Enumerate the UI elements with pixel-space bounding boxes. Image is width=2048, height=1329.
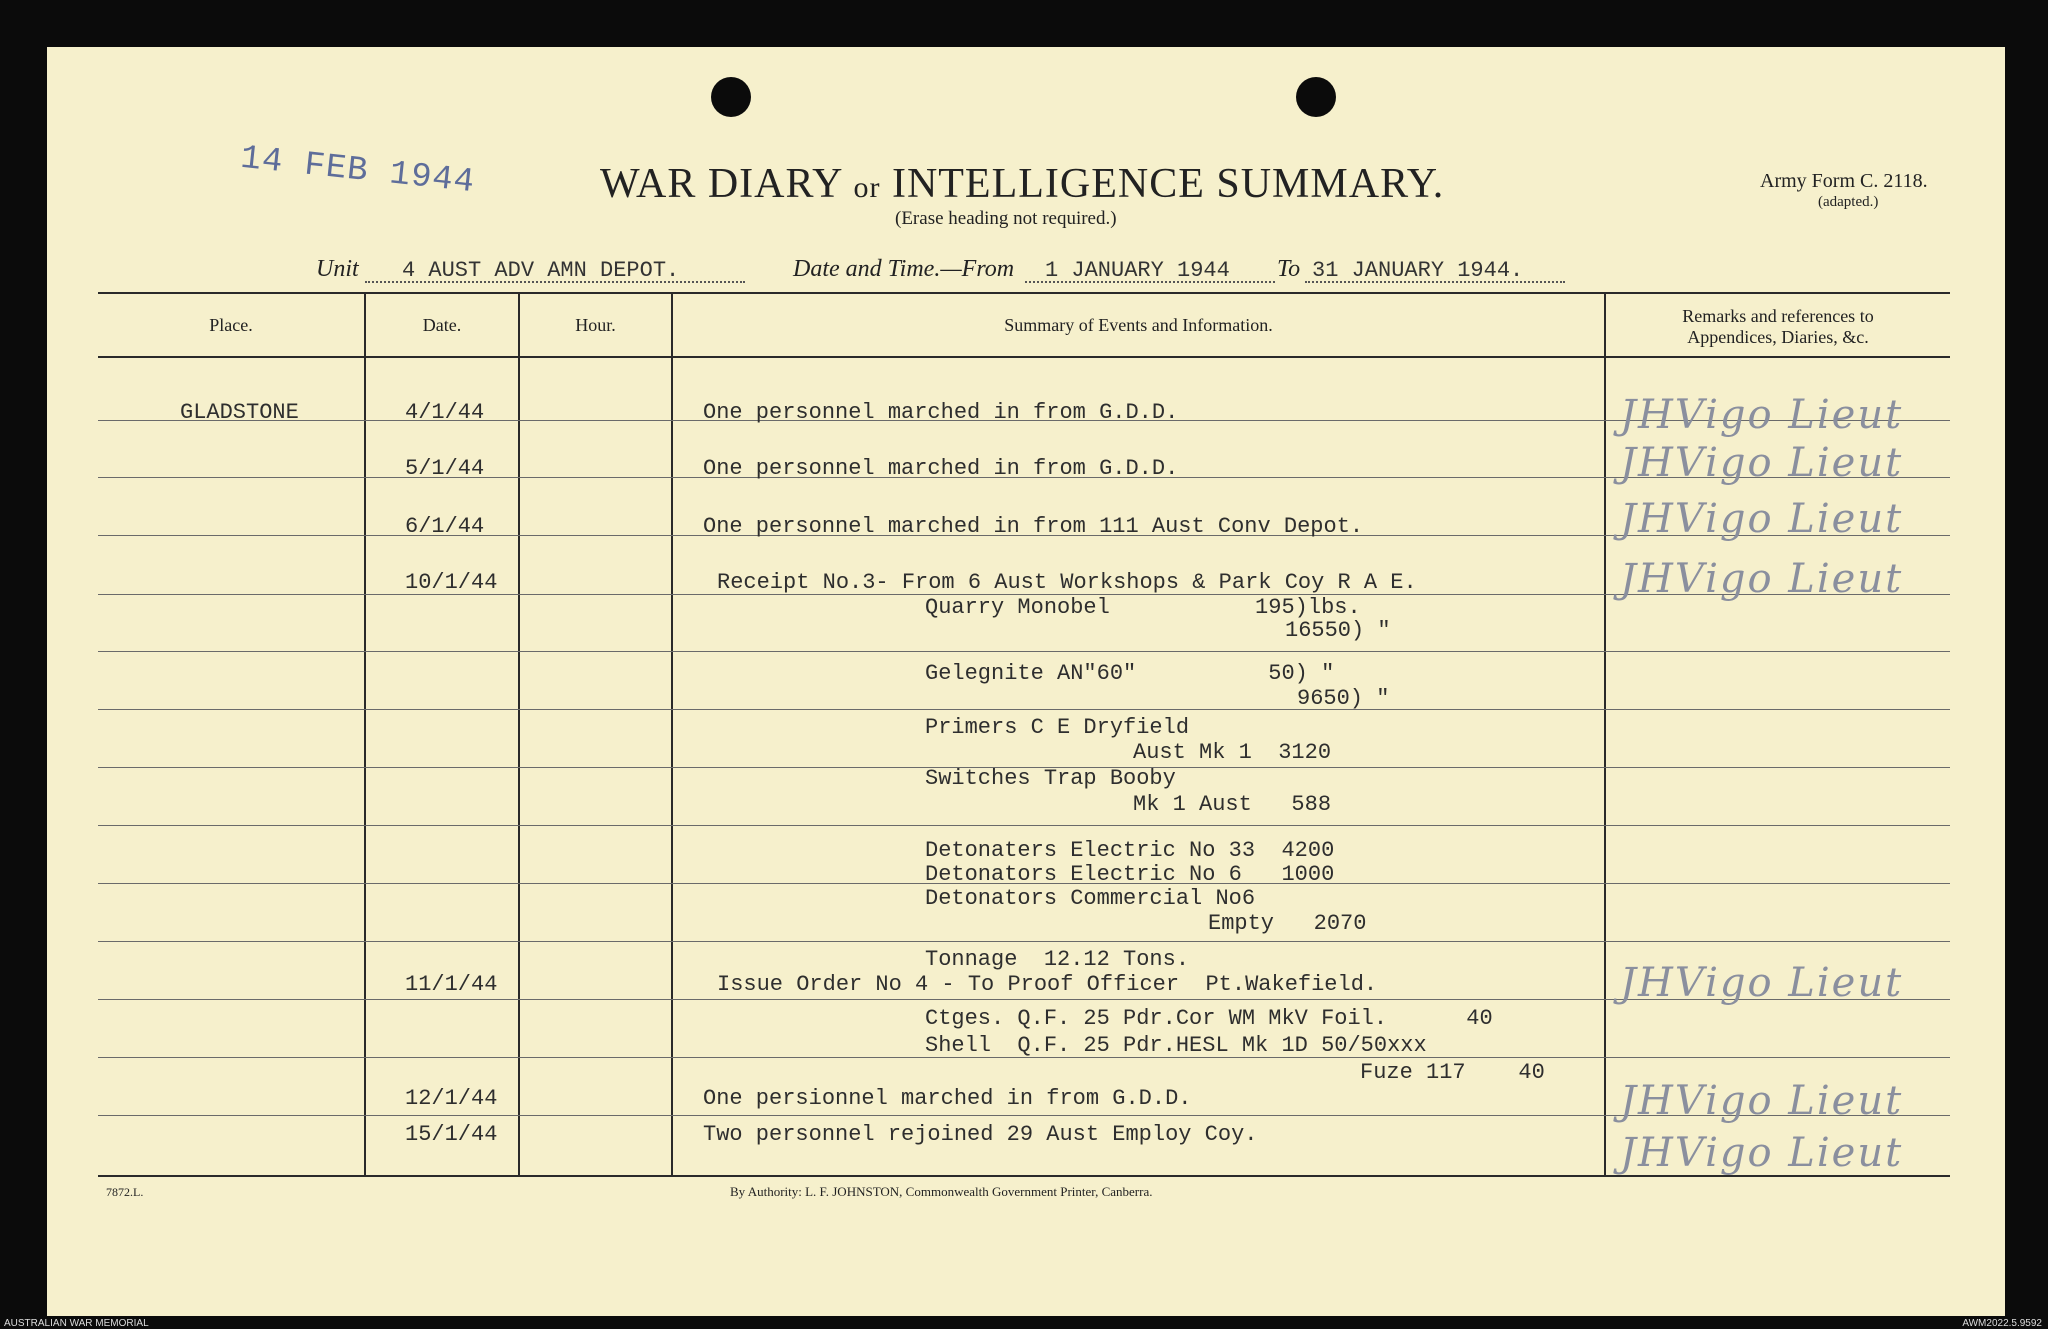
issue-line-2: Shell Q.F. 25 Pdr.HESL Mk 1D 50/50xxx bbox=[925, 1033, 1427, 1058]
title-or: or bbox=[853, 171, 881, 204]
army-form-number: Army Form C. 2118. bbox=[1760, 170, 1928, 192]
receipt-line-1: Quarry Monobel 195)lbs. bbox=[925, 595, 1361, 620]
date-12-1-44: 12/1/44 bbox=[405, 1086, 498, 1111]
signature: JHVigo Lieut bbox=[1620, 1130, 1904, 1176]
col-divider-place bbox=[364, 293, 366, 1176]
date-4-1-44: 4/1/44 bbox=[405, 400, 485, 425]
receipt-line-5: Primers C E Dryfield bbox=[925, 715, 1190, 740]
receipt-line-9: Detonaters Electric No 33 4200 bbox=[925, 838, 1335, 863]
date-5-1-44: 5/1/44 bbox=[405, 456, 485, 481]
form-subtitle: (Erase heading not required.) bbox=[895, 208, 1117, 229]
receipt-line-11: Detonators Commercial No6 bbox=[925, 886, 1256, 911]
header-remarks-2: Appendices, Diaries, &c. bbox=[1687, 327, 1869, 347]
header-hour: Hour. bbox=[575, 315, 616, 335]
form-title bbox=[600, 160, 1444, 208]
receipt-line-2: 16550) " bbox=[1285, 618, 1391, 643]
ruled-line bbox=[98, 825, 1950, 826]
punch-hole-left bbox=[711, 77, 751, 117]
entry-10-1-44: Receipt No.3- From 6 Aust Workshops & Park Coy R A E. bbox=[717, 570, 1417, 595]
receipt-line-12: Empty 2070 bbox=[1208, 911, 1367, 936]
receipt-line-10: Detonators Electric No 6 1000 bbox=[925, 862, 1335, 887]
header-remarks-1: Remarks and references to bbox=[1682, 306, 1874, 326]
to-value: 31 JANUARY 1944. bbox=[1312, 258, 1524, 283]
date-6-1-44: 6/1/44 bbox=[405, 514, 485, 539]
header-bottom-rule bbox=[98, 356, 1950, 358]
col-divider-summary bbox=[1604, 293, 1606, 1176]
entry-4-1-44: One personnel marched in from G.D.D. bbox=[703, 400, 1179, 425]
receipt-line-6: Aust Mk 1 3120 bbox=[1133, 740, 1332, 765]
ruled-line bbox=[98, 709, 1950, 710]
entry-6-1-44: One personnel marched in from 111 Aust Conv Depot. bbox=[703, 514, 1364, 539]
header-place: Place. bbox=[209, 315, 253, 335]
ruled-line bbox=[98, 941, 1950, 942]
archive-caption-right: AWM2022.5.9592 bbox=[1962, 1318, 2042, 1329]
receipt-line-7: Switches Trap Booby bbox=[925, 766, 1176, 791]
signature: JHVigo Lieut bbox=[1620, 960, 1904, 1006]
title-part-1: WAR DIARY bbox=[600, 161, 854, 207]
header-summary: Summary of Events and Information. bbox=[1004, 315, 1273, 335]
receipt-line-13: Tonnage 12.12 Tons. bbox=[925, 947, 1190, 972]
archive-caption-left: AUSTRALIAN WAR MEMORIAL bbox=[4, 1318, 149, 1329]
ruled-line bbox=[98, 651, 1950, 652]
signature: JHVigo Lieut bbox=[1620, 440, 1904, 486]
col-divider-date bbox=[518, 293, 520, 1176]
signature: JHVigo Lieut bbox=[1620, 392, 1904, 438]
date-11-1-44: 11/1/44 bbox=[405, 972, 498, 997]
date-10-1-44: 10/1/44 bbox=[405, 570, 498, 595]
entry-15-1-44: Two personnel rejoined 29 Aust Employ Coy. bbox=[703, 1122, 1258, 1147]
col-divider-hour bbox=[671, 293, 673, 1176]
army-form-adapted: (adapted.) bbox=[1818, 194, 1879, 210]
entry-5-1-44: One personnel marched in from G.D.D. bbox=[703, 456, 1179, 481]
entry-12-1-44: One persionnel marched in from G.D.D. bbox=[703, 1086, 1192, 1111]
receipt-line-4: 9650) " bbox=[1297, 686, 1390, 711]
signature: JHVigo Lieut bbox=[1620, 556, 1904, 602]
place-gladstone: GLADSTONE bbox=[180, 400, 299, 425]
receipt-line-8: Mk 1 Aust 588 bbox=[1133, 792, 1332, 817]
unit-label: Unit bbox=[316, 256, 359, 282]
date-label: Date and Time.—From bbox=[793, 256, 1015, 282]
table-top-rule bbox=[98, 292, 1950, 294]
date-stamp: 14 FEB 1944 bbox=[238, 139, 477, 203]
from-value: 1 JANUARY 1944 bbox=[1045, 258, 1230, 283]
printer-authority: By Authority: L. F. JOHNSTON, Commonwealth Government Printer, Canberra. bbox=[730, 1184, 1153, 1199]
punch-hole-right bbox=[1296, 77, 1336, 117]
issue-line-1: Ctges. Q.F. 25 Pdr.Cor WM MkV Foil. 40 bbox=[925, 1006, 1493, 1031]
to-label: To bbox=[1277, 256, 1301, 282]
form-code: 7872.L. bbox=[106, 1185, 144, 1199]
signature: JHVigo Lieut bbox=[1620, 496, 1904, 542]
issue-line-3: Fuze 117 40 bbox=[1360, 1060, 1545, 1085]
signature: JHVigo Lieut bbox=[1620, 1078, 1904, 1124]
title-part-2: INTELLIGENCE SUMMARY. bbox=[880, 161, 1445, 207]
date-15-1-44: 15/1/44 bbox=[405, 1122, 498, 1147]
receipt-line-3: Gelegnite AN"60" 50) " bbox=[925, 661, 1335, 686]
header-date: Date. bbox=[422, 315, 462, 335]
unit-value: 4 AUST ADV AMN DEPOT. bbox=[402, 258, 680, 283]
entry-11-1-44: Issue Order No 4 - To Proof Officer Pt.Wakefield. bbox=[717, 972, 1378, 997]
